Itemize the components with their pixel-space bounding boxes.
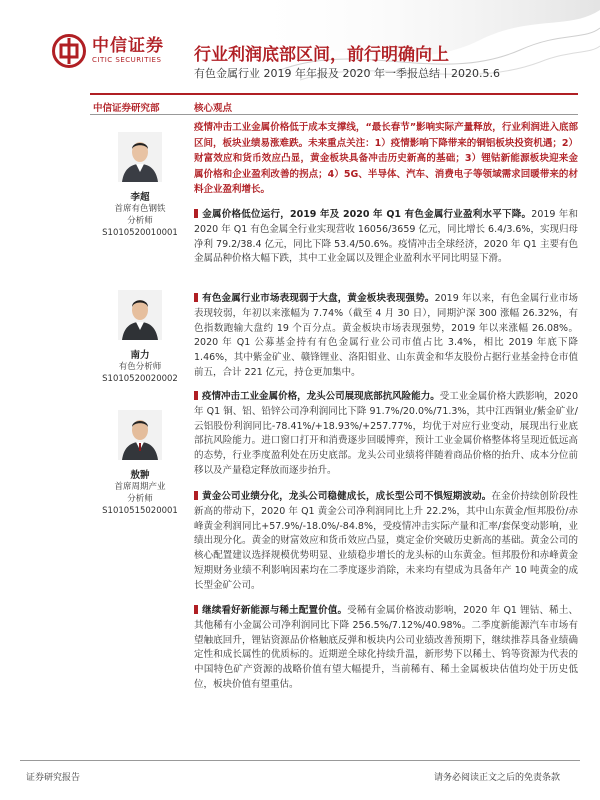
logo-chinese-text: 中信证券: [92, 36, 164, 56]
paragraph: [194, 208, 578, 267]
paragraph-lead: 黄金公司业绩分化，龙头公司稳健成长，成长型公司不惧短期波动。: [202, 491, 492, 502]
analyst-photo: [118, 290, 162, 340]
paragraph-body: 受工业金属价格大跌影响，2020 年 Q1 铜、铝、铅锌公司净利润同比下降 91.7%/20.0%/71.3%，其中江西铜业/紫金矿业/云铝股份利润同比-78.41%/+18.93%/+257.77%，均优于对应行业变动，展现出行业底部抗风险能力。进口窗口打开和消费逐步回暖博弈，预计工业金属价格整体将呈现近低远高的态势，行业季度盈利处在历史底部。龙头公司业绩将伴随着商品价格的抬升、成本分位前移以及产量稳定释放而逐步抬升。: [194, 391, 578, 476]
logo-english-text: CITIC SECURITIES: [92, 56, 162, 64]
paragraph: [194, 390, 578, 479]
analyst-photo: [118, 132, 162, 182]
bullet-marker: [194, 209, 198, 218]
citic-logo-icon: [52, 34, 86, 68]
analyst-card: [90, 290, 190, 385]
report-header: [0, 0, 600, 92]
section-divider: [90, 114, 578, 115]
footer-divider: [20, 760, 580, 761]
report-title: 行业利润底部区间，前行明确向上: [194, 45, 449, 65]
bullet-marker: [194, 491, 198, 500]
paragraph-lead: 有色金属行业市场表现弱于大盘，黄金板块表现强势。: [202, 293, 435, 304]
analyst-card: [90, 132, 190, 239]
analyst-license-id: S1010515020001: [102, 506, 178, 516]
report-subtitle: 有色金属行业 2019 年年报及 2020 年一季报总结丨2020.5.6: [194, 67, 500, 80]
bullet-marker: [194, 293, 198, 302]
analyst-name: 敖翀: [130, 470, 150, 481]
analyst-photo: [118, 410, 162, 460]
paragraph: [194, 604, 578, 693]
analyst-card: [90, 410, 190, 517]
citic-logo: [52, 34, 164, 68]
footer-report-type: 证券研究报告: [26, 773, 81, 783]
analyst-name: 南力: [130, 350, 150, 361]
core-view-summary: 疫情冲击工业金属价格低于成本支撑线，“最长春节”影响实际产量释放，行业利润进入底部区间，板块业绩易涨难跌。未来重点关注：1）疫情影响下降带来的铜铝板块投资机遇；2）财富效应和货币效应凸显，黄金板块具备冲击历史新高的基础；3）锂钴新能源板块迎来金属价格和企业盈利改善的拐点；4）5G、半导体、汽车、消费电子等领域需求回暖带来的材料企业盈利增长。: [194, 122, 578, 196]
paragraph: [194, 490, 578, 594]
analyst-role: 首席周期产业: [114, 482, 166, 492]
paragraph-body: 在金价持续创阶段性新高的带动下，2020 年 Q1 黄金公司净利润同比上升 22.2%，其中山东黄金/恒邦股份/赤峰黄金利润同比+57.9%/-18.0%/-84.8%，受疫情冲击实际产量和汇率/套保变动影响，业绩出现分化。黄金的财富效应和货币效应凸显，奠定金价突破历史新高的基础。黄金公司的核心配置建议选择规模优势明显、业绩稳步增长的龙头标的山东黄金。恒邦股份和赤峰黄金短期财务业绩不利影响因素均在二季度逐步消除，未来均有望成为具备年产 10 吨黄金的成长型金矿公司。: [194, 491, 578, 591]
paragraph-lead: 金属价格低位运行，2019 年及 2020 年 Q1 有色金属行业盈利水平下降。: [202, 209, 532, 220]
paragraph-body: 2019 年和 2020 年 Q1 有色金属全行业实现营收 16056/3659 亿元，同比增长 6.4/3.6%，实现归母净利 79.2/38.4 亿元，同比下降 53.4/50.6%。疫情冲击全球经济，2020 年 Q1 主要有色金属品种价格大幅下跌，其中工业金属以及锂企业盈利水平同比明显下滑。: [194, 209, 578, 265]
paragraph-lead: 疫情冲击工业金属价格，龙头公司展现底部抗风险能力。: [202, 391, 440, 402]
bullet-marker: [194, 605, 198, 614]
analyst-role: 分析师: [127, 494, 153, 504]
paragraph: [194, 292, 578, 381]
analyst-license-id: S1010520020002: [102, 374, 178, 384]
analyst-role: 分析师: [127, 216, 153, 226]
paragraph-body: 受稀有金属价格波动影响，2020 年 Q1 锂钴、稀土、其他稀有小金属公司净利润同比下降 256.5%/7.12%/40.98%。二季度新能源汽车市场有望触底回升，锂钴资源品价格触底反弹和板块内公司业绩改善预期下，继续推荐具备业绩确定性和成长属性的优质标的。近期逆全球化持续升温，新形势下以稀土、钨等资源为代表的中国特色矿产资源的战略价值有望大幅提升，当前稀有、稀土金属板块估值均处于历史低位，板块价值有望重估。: [194, 605, 578, 690]
core-view-label: 核心观点: [194, 103, 233, 114]
header-divider: [90, 93, 578, 95]
bullet-marker: [194, 391, 198, 400]
paragraph-body: 2019 年以来，有色金属行业市场表现较弱，年初以来涨幅为 7.74%（截至 4 月 30 日），同期沪深 300 涨幅 26.32%，有色指数跑输大盘约 19 个百分点。黄金板块市场表现强势，2019 年以来涨幅 26.08%。2020 年 Q1 公募基金持有有色金属行业公司市值占比 3.4%，相比 2019 年底下降 1.46%，其中紫金矿业、赣锋锂业、洛阳钼业、山东黄金和华友股份占据行业基金持仓市值前五，合计 221 亿元，持仓更加集中。: [194, 293, 578, 378]
analyst-role: 首席有色钢铁: [114, 204, 166, 214]
footer-disclaimer: 请务必阅读正文之后的免责条款: [433, 773, 560, 783]
research-dept-label: 中信证券研究部: [93, 103, 160, 114]
analyst-license-id: S1010520010001: [102, 228, 178, 238]
analyst-name: 李超: [130, 192, 150, 203]
analyst-role: 有色分析师: [118, 362, 162, 372]
paragraph-lead: 继续看好新能源与稀土配置价值。: [202, 605, 348, 616]
